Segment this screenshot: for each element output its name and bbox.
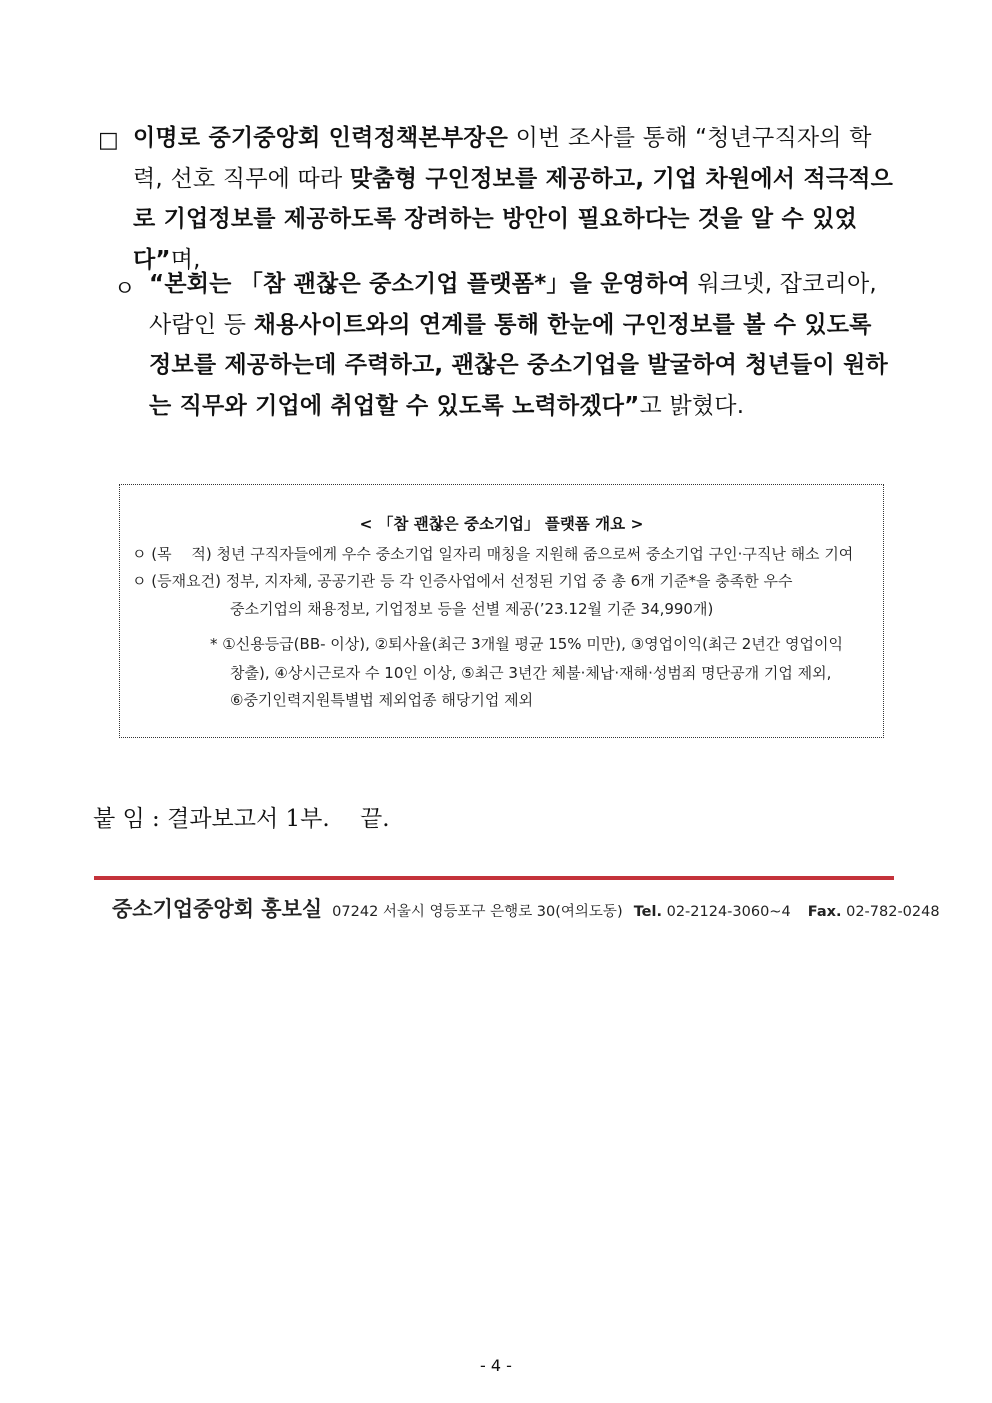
footer-fax-label: Fax. <box>807 904 842 920</box>
quote-ending: 고 밝혔다. <box>639 392 745 419</box>
quote-emphasis-2: 채용사이트와의 연계를 통해 한눈에 구인정보를 볼 수 있도록 정보를 제공하는데 주력하고, 괜찮은 중소기업을 발굴하여 청년들이 원하는 직무와 기업에 취업할 수 있도록 노력하겠다” <box>149 311 888 419</box>
square-bullet-icon: □ <box>98 128 119 153</box>
footer-contact <box>112 893 940 923</box>
statement-text: 이번 조사를 통해 “청년구직자의 학력, 선호 직무에 따라 <box>133 125 872 192</box>
footer-tel-label: Tel. <box>633 904 662 920</box>
speaker-name: 이명로 중기중앙회 인력정책본부장은 <box>133 125 509 151</box>
footer-divider <box>94 876 894 880</box>
box-footnote-3: ⑥중기인력지원특별법 제외업종 해당기업 제외 <box>230 691 534 709</box>
footer-address: 07242 서울시 영등포구 은행로 30(여의도동) <box>332 904 623 920</box>
statement-ending: 며, <box>170 246 201 273</box>
circle-bullet-icon: ㅇ <box>114 277 136 302</box>
box-title: < 「참 괜찮은 중소기업」 플랫폼 개요 > <box>359 515 644 533</box>
box-footnote-2: 창출), ④상시근로자 수 10인 이상, ⑤최근 3년간 체불·체납·재해·성범죄 명단공개 기업 제외, <box>230 664 832 682</box>
statement-emphasis: 맞춤형 구인정보를 제공하고, 기업 차원에서 적극적으로 기업정보를 제공하도록 장려하는 방안이 필요하다는 것을 알 수 있었다” <box>133 165 894 273</box>
footer-fax: 02-782-0248 <box>846 904 940 920</box>
page-number: - 4 - <box>480 1356 512 1375</box>
box-line-purpose: ㅇ (목 적) 청년 구직자들에게 우수 중소기업 일자리 매칭을 지원해 줌으로써 중소기업 구인·구직난 해소 기여 <box>132 545 854 563</box>
platform-overview-box <box>119 484 884 738</box>
box-line-requirements-cont: 중소기업의 채용정보, 기업정보 등을 선별 제공(’23.12월 기준 34,990개) <box>230 600 714 618</box>
attachment-note: 붙 임 : 결과보고서 1부. 끝. <box>93 806 390 832</box>
footer-org: 중소기업중앙회 홍보실 <box>112 897 323 921</box>
box-footnote-1: * ①신용등급(BB- 이상), ②퇴사율(최근 3개월 평균 15% 미만), ③영업이익(최근 2년간 영업이익 <box>210 635 843 653</box>
quote-paragraph <box>149 264 899 426</box>
footer-tel: 02-2124-3060~4 <box>666 904 791 920</box>
statement-paragraph <box>133 118 899 280</box>
box-line-requirements: ㅇ (등재요건) 정부, 지자체, 공공기관 등 각 인증사업에서 선정된 기업 중 총 6개 기준*을 충족한 우수 <box>132 572 793 590</box>
quote-text: 워크넷, 잡코리아, 사람인 등 <box>149 271 877 338</box>
quote-emphasis-1: “본회는 「참 괜찮은 중소기업 플랫폼*」을 운영하여 <box>149 271 690 297</box>
